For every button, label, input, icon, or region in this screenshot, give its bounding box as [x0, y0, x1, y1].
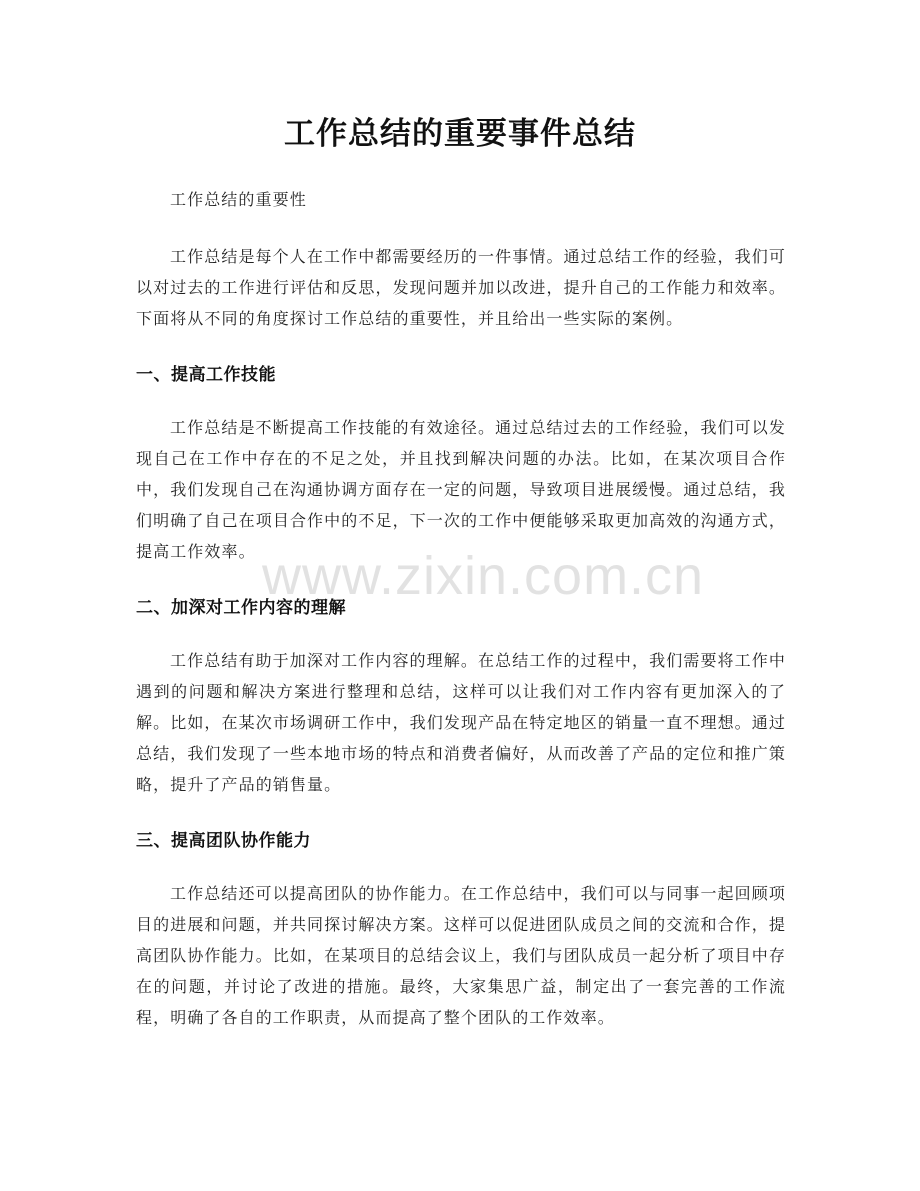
document-body [136, 184, 786, 1033]
document-subtitle: 工作总结的重要性 [170, 190, 307, 209]
section-heading-1: 一、提高工作技能 [136, 365, 276, 385]
page-title: 工作总结的重要事件总结 [284, 116, 636, 152]
section-heading-3: 三、提高团队协作能力 [136, 831, 311, 851]
watermark-text: www.zixin.com.cn [262, 546, 705, 606]
section-body-3: 工作总结还可以提高团队的协作能力。在工作总结中，我们可以与同事一起回顾项目的进展和问题，并共同探讨解决方案。这样可以促进团队成员之间的交流和合作，提高团队协作能力。比如，在某项目的总结会议上，我们与团队成员一起分析了项目中存在的问题，并讨论了改进的措施。最终，大家集思广益，制定出了一套完善的工作流程，明确了各自的工作职责，从而提高了整个团队的工作效率。 [136, 884, 786, 1027]
intro-paragraph: 工作总结是每个人在工作中都需要经历的一件事情。通过总结工作的经验，我们可以对过去的工作进行评估和反思，发现问题并加以改进，提升自己的工作能力和效率。下面将从不同的角度探讨工作总结的重要性，并且给出一些实际的案例。 [136, 247, 786, 328]
section-body-1: 工作总结是不断提高工作技能的有效途径。通过总结过去的工作经验，我们可以发现自己在工作中存在的不足之处，并且找到解决问题的办法。比如，在某次项目合作中，我们发现自己在沟通协调方面存在一定的问题，导致项目进展缓慢。通过总结，我们明确了自己在项目合作中的不足，下一次的工作中便能够采取更加高效的沟通方式，提高工作效率。 [136, 418, 786, 561]
section-heading-2: 二、加深对工作内容的理解 [136, 598, 346, 618]
section-body-2: 工作总结有助于加深对工作内容的理解。在总结工作的过程中，我们需要将工作中遇到的问题和解决方案进行整理和总结，这样可以让我们对工作内容有更加深入的了解。比如，在某次市场调研工作中，我们发现产品在特定地区的销量一直不理想。通过总结，我们发现了一些本地市场的特点和消费者偏好，从而改善了产品的定位和推广策略，提升了产品的销售量。 [136, 651, 786, 794]
